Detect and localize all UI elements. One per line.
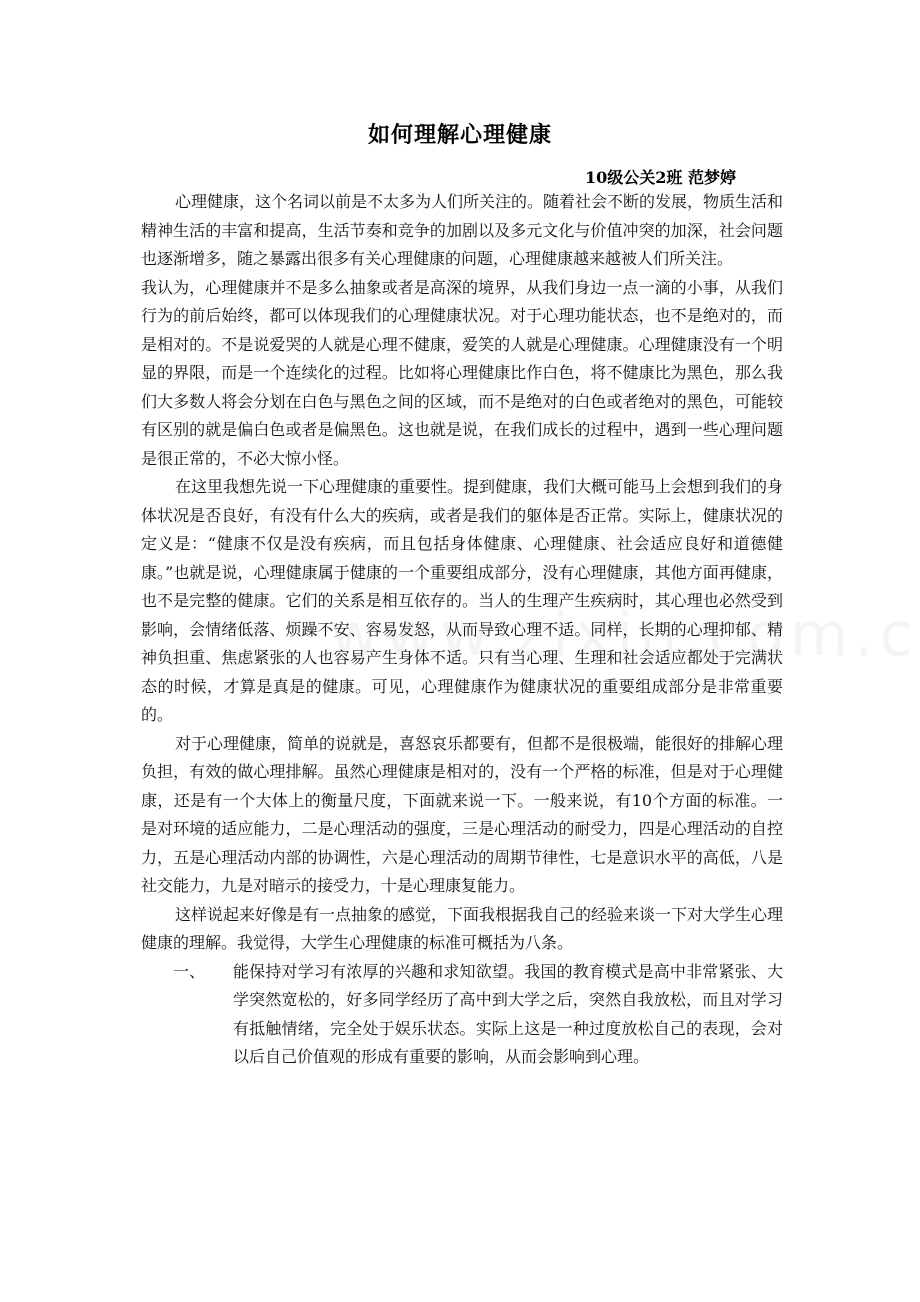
- paragraph-importance: 在这里我想先说一下心理健康的重要性。提到健康，我们大概可能马上会想到我们的身体状况是否良好，有没有什么大的疾病，或者是我们的躯体是否正常。实际上，健康状况的定义是：“健康不仅是没有疾病，而且包括身体健康、心理健康、社会适应良好和道德健康。”也就是说，心理健康属于健康的一个重要组成部分，没有心理健康，其他方面再健康，也不是完整的健康。它们的关系是相互依存的。当人的生理产生疾病时，其心理也必然受到影响，会情绪低落、烦躁不安、容易发怒，从而导致心理不适。同样，长期的心理抑郁、精神负担重、焦虑紧张的人也容易产生身体不适。只有当心理、生理和社会适应都处于完满状态的时候，才算是真是的健康。可见，心理健康作为健康状况的重要组成部分是非常重要的。: [141, 477, 784, 724]
- document-title: 如何理解心理健康: [367, 122, 552, 148]
- list-item-text: 能保持对学习有浓厚的兴趣和求知欲望。我国的教育模式是高中非常紧张、大学突然宽松的，好多同学经历了高中到大学之后，突然自我放松，而且对学习有抵触情绪，完全处于娱乐状态。实际上这是一种过度放松自己的表现，会对以后自己价值观的形成有重要的影响，从而会影响到心理。: [233, 961, 783, 1066]
- paragraph-intro: 心理健康，这个名词以前是不太多为人们所关注的。随着社会不断的发展，物质生活和精神生活的丰富和提高，生活节奏和竞争的加剧以及多元文化与价值冲突的加深，社会问题也逐渐增多，随之暴露出很多有关心理健康的问题，心理健康越来越被人们所关注。: [141, 192, 784, 268]
- list-item-1: [141, 958, 783, 1072]
- author-byline: 10级公关2班 范梦婷: [585, 168, 736, 187]
- paragraph-opinion: 我认为，心理健康并不是多么抽象或者是高深的境界，从我们身边一点一滴的小事，从我们行为的前后始终，都可以体现我们的心理健康状况。对于心理功能状态，也不是绝对的，而是相对的。不是说爱哭的人就是心理不健康，爱笑的人就是心理健康。心理健康没有一个明显的界限，而是一个连续化的过程。比如将心理健康比作白色，将不健康比为黑色，那么我们大多数人将会分划在白色与黑色之间的区域，而不是绝对的白色或者绝对的黑色，可能较有区别的就是偏白色或者是偏黑色。这也就是说，在我们成长的过程中，遇到一些心理问题是很正常的，不必大惊小怪。: [141, 277, 783, 468]
- document-body: [141, 188, 783, 1072]
- paragraph-standards: 对于心理健康，简单的说就是，喜怒哀乐都要有，但都不是很极端，能很好的排解心理负担，有效的做心理排解。虽然心理健康是相对的，没有一个严格的标准，但是对于心理健康，还是有一个大体上的衡量尺度，下面就来说一下。一般来说，有10个方面的标准。一是对环境的适应能力，二是心理活动的强度，三是心理活动的耐受力，四是心理活动的自控力，五是心理活动内部的协调性，六是心理活动的周期节律性，七是意识水平的高低，八是社交能力，九是对暗示的接受力，十是心理康复能力。: [141, 733, 784, 895]
- list-item-number: 一、: [173, 961, 206, 981]
- paragraph-transition: 这样说起来好像是有一点抽象的感觉，下面我根据我自己的经验来谈一下对大学生心理健康的理解。我觉得，大学生心理健康的标准可概括为八条。: [141, 904, 784, 952]
